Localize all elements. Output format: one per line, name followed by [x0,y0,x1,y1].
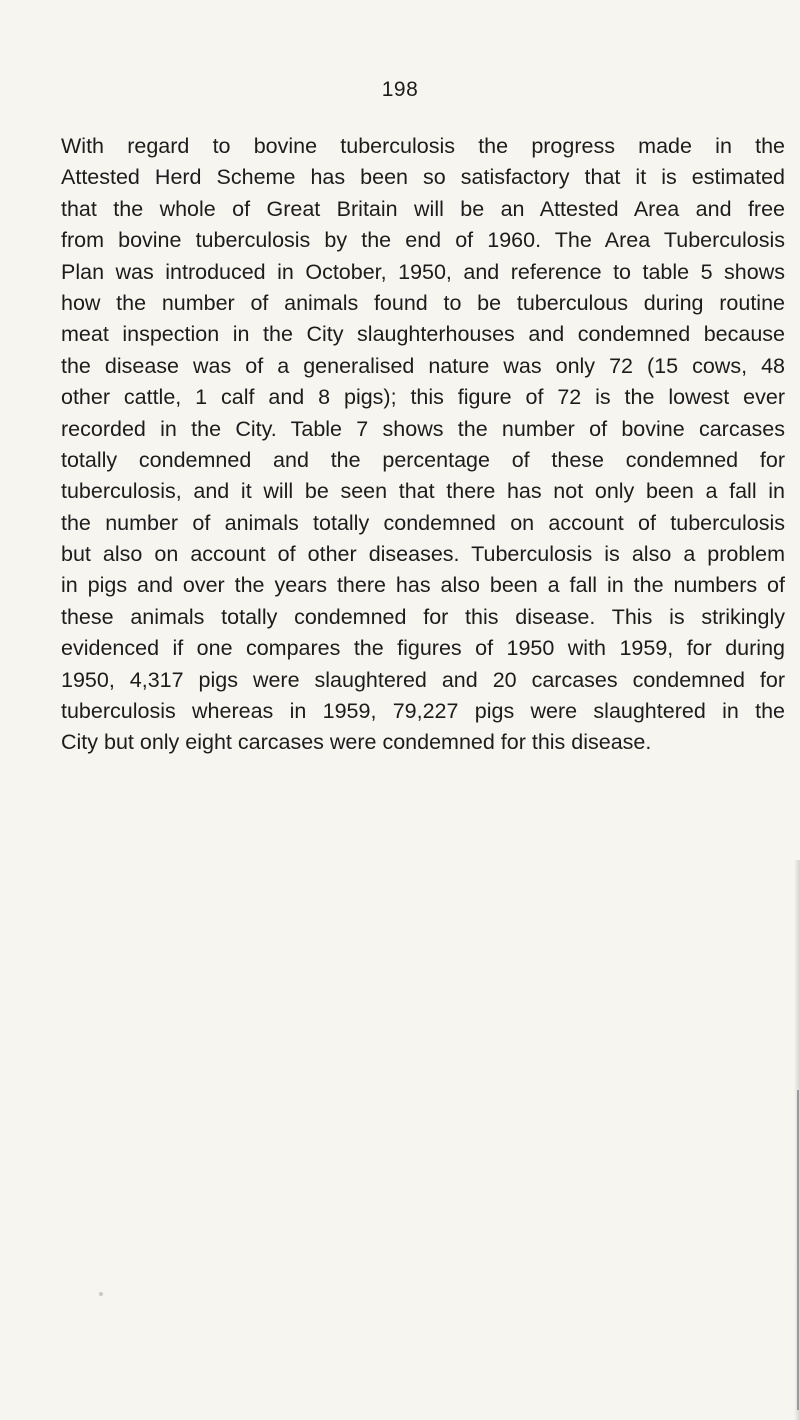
paragraph-line: evidenced if one compares the figures of 1950 with 1959, for during [61,636,785,661]
page-edge-line [797,1090,799,1410]
paragraph-line: these animals totally condemned for this disease. This is strikingly [61,604,785,629]
paragraph-line: Plan was introduced in October, 1950, and reference to table 5 shows [61,259,785,284]
paragraph-line: how the number of animals found to be tuberculous during routine [61,290,785,315]
paragraph-line: meat inspection in the City slaughterhouses and condemned because [61,322,785,347]
paragraph-line: tuberculosis, and it will be seen that there has not only been a fall in [61,479,785,504]
paragraph-line: Attested Herd Scheme has been so satisfactory that it is estimated [61,165,785,190]
paragraph-line: totally condemned and the percentage of these condemned for [61,447,785,472]
paragraph-line: in pigs and over the years there has also been a fall in the numbers of [61,573,785,598]
paragraph-line: City but only eight carcases were condemned for this disease. [61,730,652,755]
paragraph-line: With regard to bovine tuberculosis the progress made in the [61,134,785,158]
paragraph-line: the disease was of a generalised nature was only 72 (15 cows, 48 [61,353,785,378]
paragraph-line: recorded in the City. Table 7 shows the number of bovine carcases [61,416,785,441]
paragraph-line: but also on account of other diseases. Tuberculosis is also a problem [61,542,785,567]
paragraph-line: from bovine tuberculosis by the end of 1960. The Area Tuberculosis [61,228,785,253]
paragraph-line: other cattle, 1 calf and 8 pigs); this figure of 72 is the lowest ever [61,385,785,410]
paragraph-line: 1950, 4,317 pigs were slaughtered and 20 carcases condemned for [61,667,785,692]
page-number: 198 [381,78,419,101]
body-paragraph [61,131,785,759]
paragraph-line: the number of animals totally condemned on account of tuberculosis [61,510,785,535]
paragraph-line: that the whole of Great Britain will be an Attested Area and free [61,196,785,221]
paragraph-line: tuberculosis whereas in 1959, 79,227 pigs were slaughtered in the [61,699,785,724]
paper-speck [99,1292,103,1296]
